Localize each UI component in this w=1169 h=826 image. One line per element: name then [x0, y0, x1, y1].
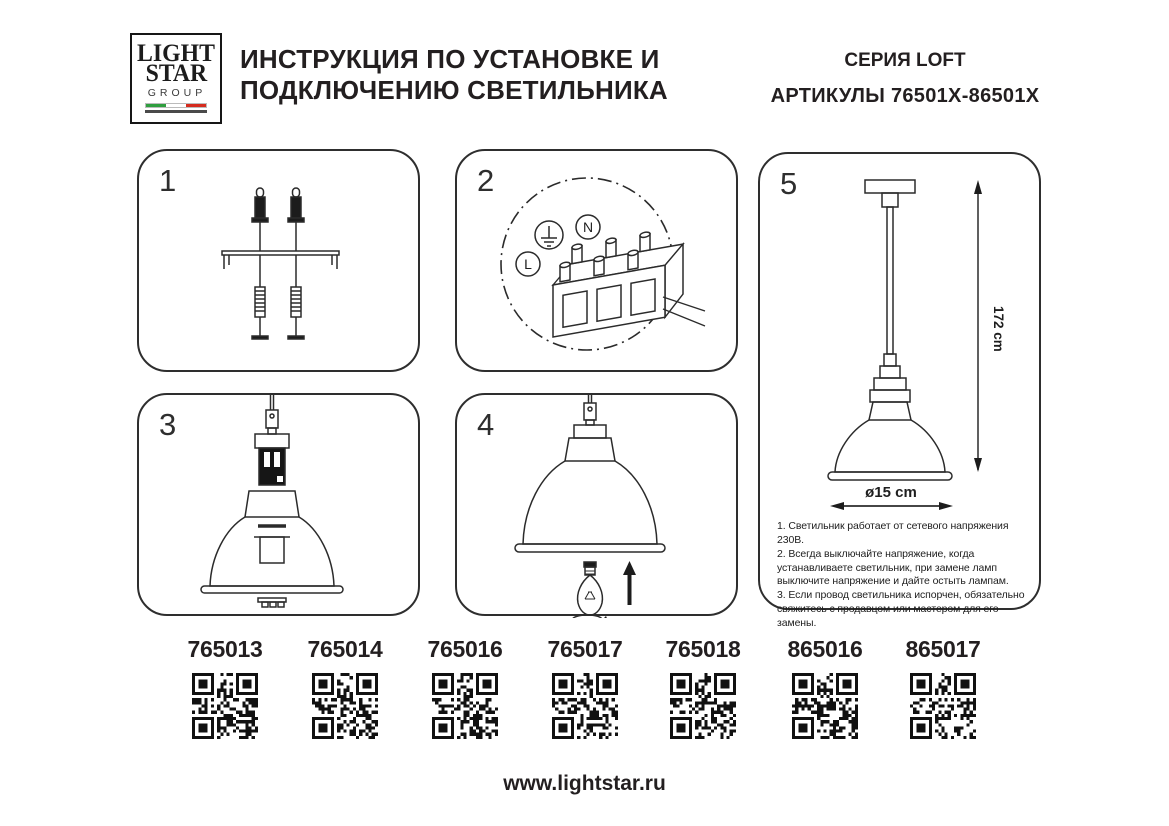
qr-code: [910, 673, 976, 739]
terminal-block-drawing: [553, 226, 683, 337]
line-wire-label: L: [524, 256, 532, 272]
height-dimension-line: [974, 180, 1006, 472]
logo-word-star: STAR: [145, 60, 207, 88]
flag-white-segment: [166, 104, 186, 107]
qr-code: [312, 673, 378, 739]
logo-word-group: GROUP: [147, 87, 207, 100]
article-cell: [170, 636, 280, 744]
neutral-wire-label: N: [582, 219, 594, 235]
safety-note-3: 3. Если провод светильника испорчен, обязательно свяжитесь с продавцом или мастером для его замены.: [777, 589, 1025, 630]
step-panel-1: [137, 149, 420, 372]
article-code: 765017: [547, 636, 623, 662]
article-code: 765018: [665, 636, 741, 662]
flag-underline: [145, 110, 207, 113]
step-number-5: 5: [780, 166, 798, 201]
step-panel-4: [455, 393, 738, 616]
article-code: 765016: [427, 636, 503, 662]
article-code: 865017: [905, 636, 981, 662]
height-dimension-label: 172 cm: [991, 306, 1006, 352]
logo-word-light: LIGHT: [137, 40, 215, 68]
step-panel-2: [455, 149, 738, 372]
website-url: www.lightstar.ru: [503, 772, 666, 795]
series-header: [745, 50, 1065, 108]
flag-green-segment: [146, 104, 166, 107]
article-code: 765013: [187, 636, 263, 662]
safety-note-1: 1. Светильник работает от сетевого напряжения 230В.: [777, 520, 1009, 546]
step-number-3: 3: [159, 407, 177, 442]
shade-assembly-diagram: [139, 395, 422, 618]
wiring-terminal-diagram: [457, 151, 740, 374]
qr-code: [670, 673, 736, 739]
page-title-line2: ПОДКЛЮЧЕНИЮ СВЕТИЛЬНИКА: [240, 75, 668, 105]
article-code: 765014: [307, 636, 383, 662]
article-cell: [888, 636, 998, 744]
candle-bulb-drawing: [578, 562, 603, 615]
qr-code: [192, 673, 258, 739]
step-number-4: 4: [477, 407, 495, 442]
qr-code: [432, 673, 498, 739]
safety-notes: [777, 520, 1031, 631]
step-number-1: 1: [159, 163, 177, 198]
step-panel-3: [137, 393, 420, 616]
qr-code: [552, 673, 618, 739]
diameter-dimension-label: ø15 cm: [865, 484, 917, 501]
qr-code: [792, 673, 858, 739]
step-panel-5: [758, 152, 1041, 630]
lightstar-logo: [130, 33, 222, 124]
article-cell: [770, 636, 880, 744]
page-title-line1: ИНСТРУКЦИЯ ПО УСТАНОВКЕ И: [240, 44, 660, 74]
article-cell: [290, 636, 400, 744]
article-cell: [648, 636, 758, 744]
bulb-installation-diagram: [457, 395, 740, 618]
safety-note-2: 2. Всегда выключайте напряжение, когда устанавливаете светильник, при замене ламп выключите напряжение и дайте остыть лампам.: [777, 547, 1009, 588]
diameter-dimension-line: [830, 484, 953, 510]
flag-red-segment: [186, 104, 206, 107]
ground-symbol-icon: [535, 221, 563, 249]
rotate-arrow-icon: [572, 615, 609, 618]
article-code: 865016: [787, 636, 863, 662]
mounting-hardware-diagram: [139, 151, 422, 374]
articles-range: АРТИКУЛЫ 76501X-86501X: [770, 85, 1040, 107]
series-name: СЕРИЯ LOFT: [844, 50, 966, 71]
article-cell: [530, 636, 640, 744]
italian-flag-stripe: [145, 103, 207, 108]
up-arrow-icon: [623, 561, 636, 605]
page-title: [240, 44, 668, 106]
step-number-2: 2: [477, 163, 495, 198]
article-cell: [410, 636, 520, 744]
